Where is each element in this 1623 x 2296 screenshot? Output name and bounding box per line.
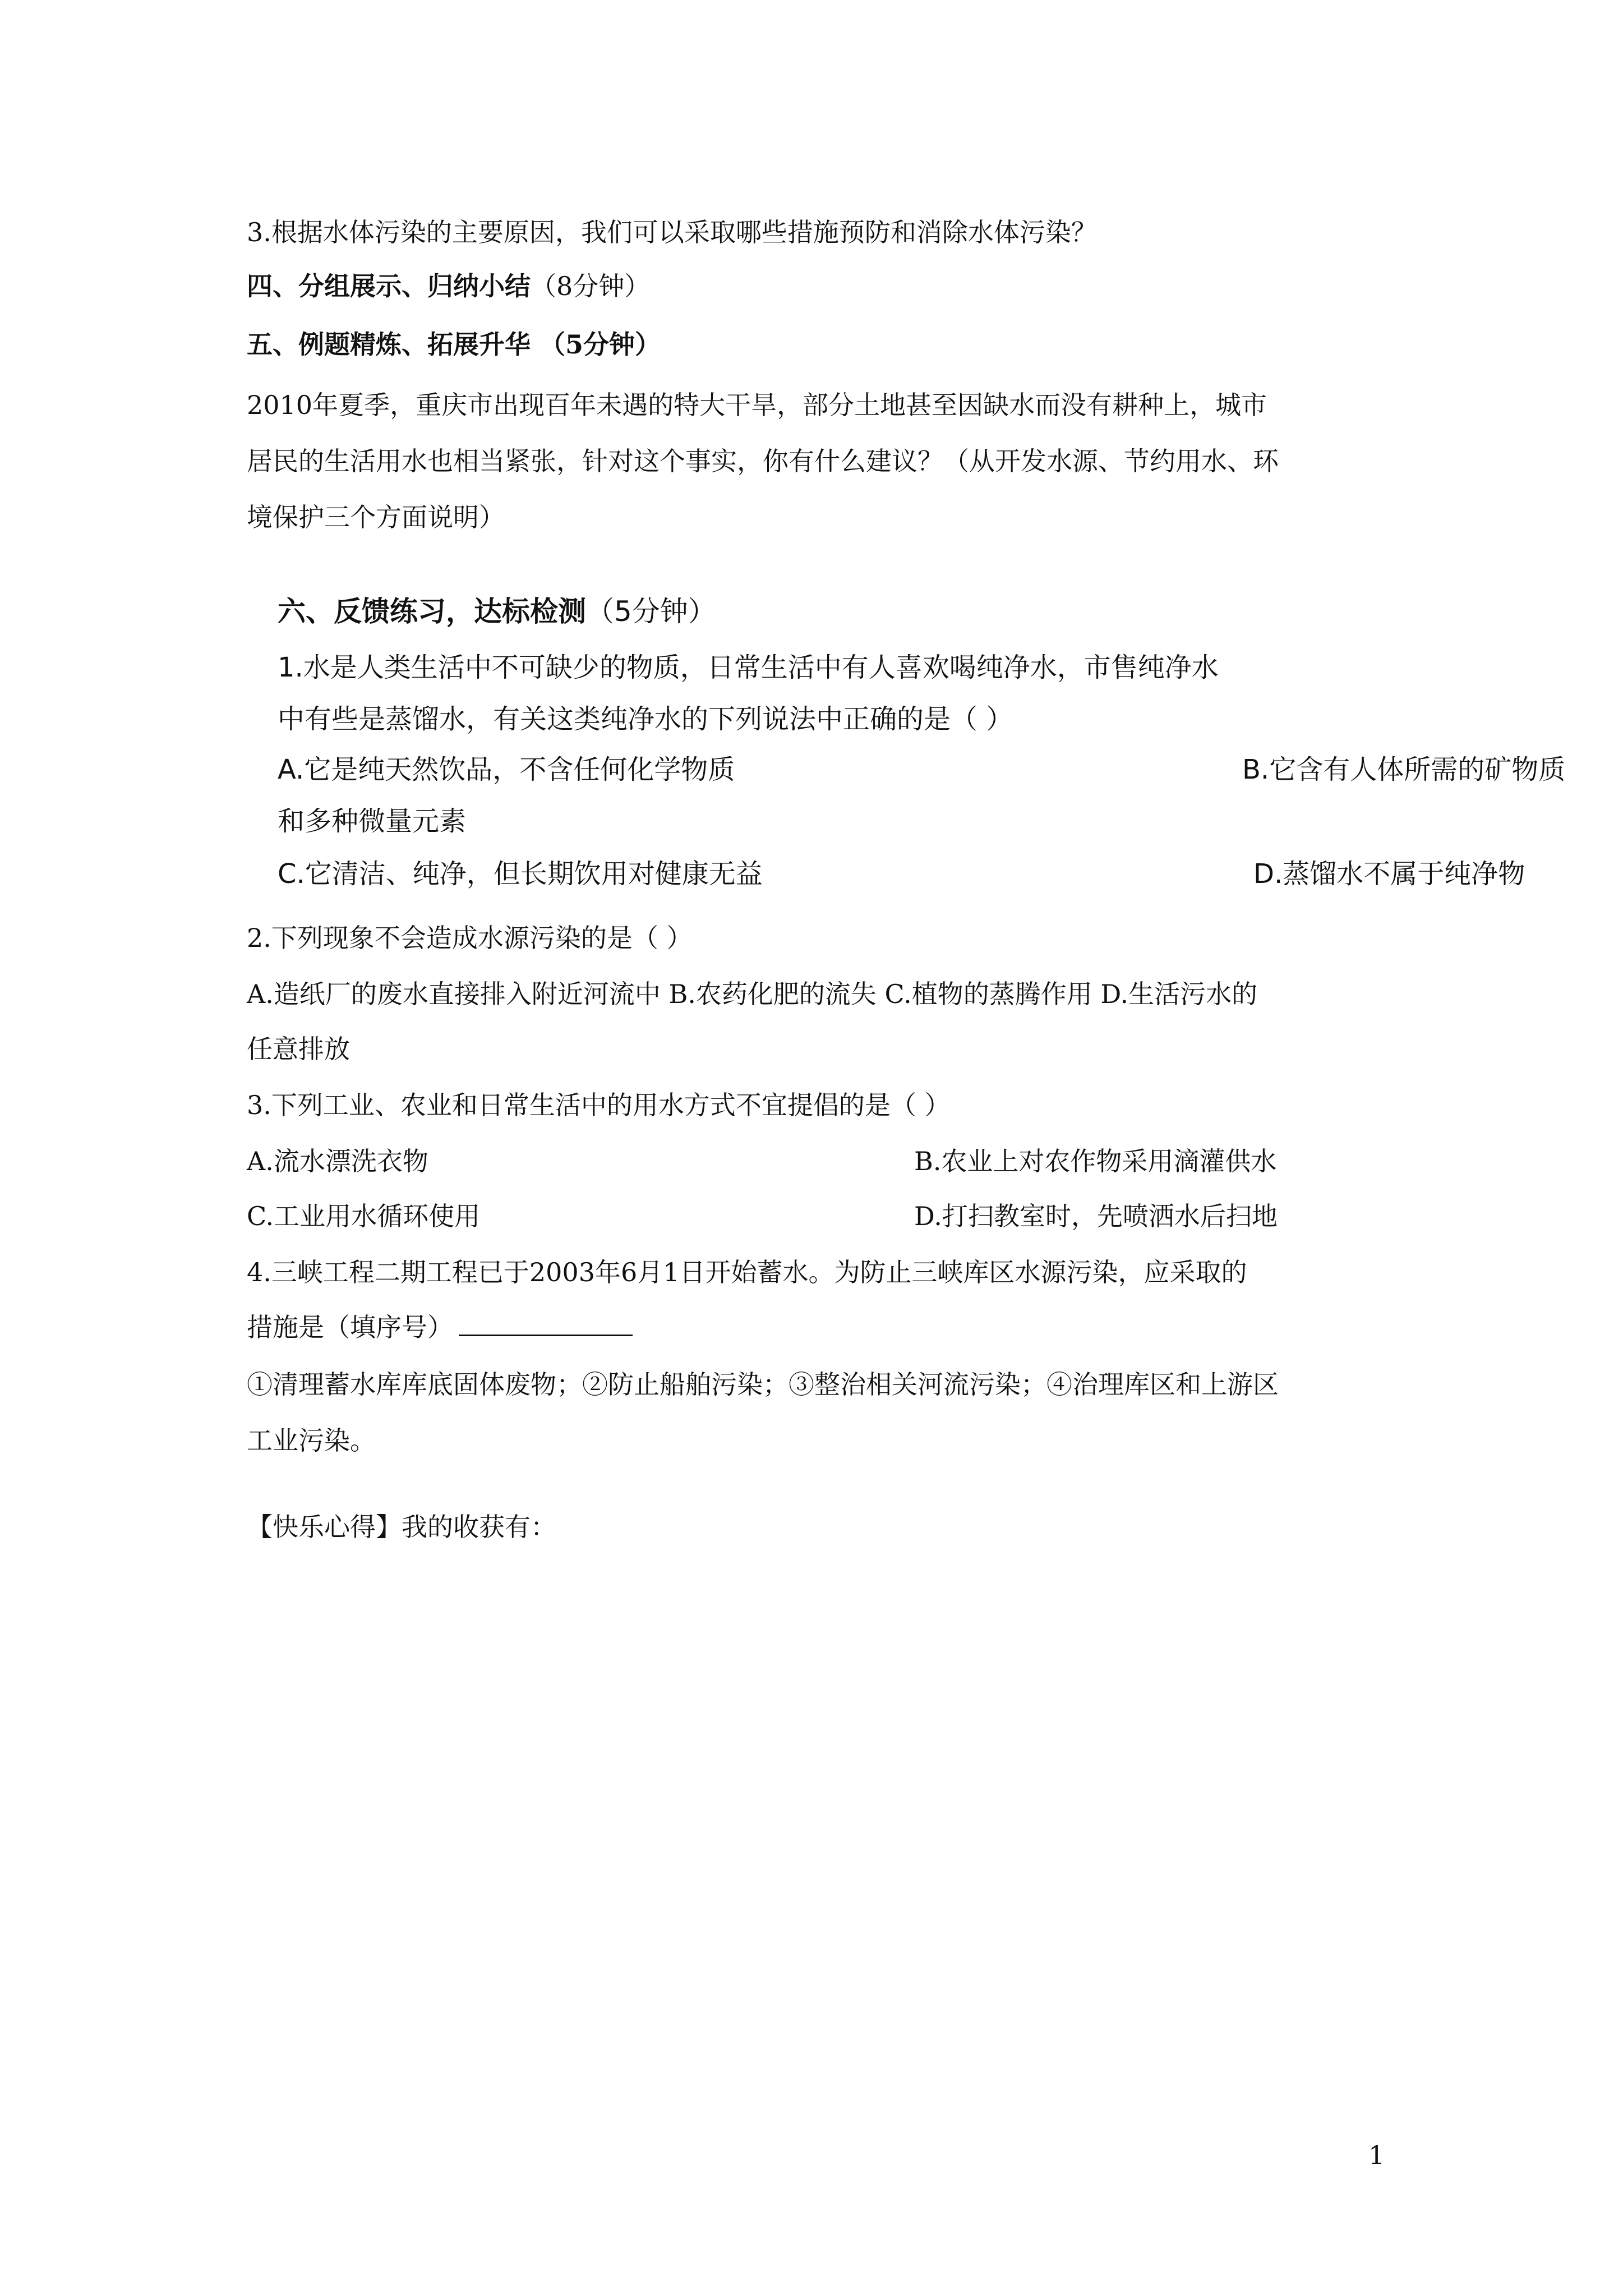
- exercise-1-option-b: B.它含有人体所需的矿物质: [1242, 754, 1566, 785]
- exercise-1-options-ab: [278, 752, 1566, 788]
- exercise-4-stem-2: 措施是（填序号）: [247, 1312, 453, 1342]
- exercise-3-stem: 3.下列工业、农业和日常生活中的用水方式不宜提倡的是（ ）: [247, 1090, 951, 1120]
- example-line-2: 居民的生活用水也相当紧张，针对这个事实，你有什么建议？（从开发水源、节约用水、环: [247, 446, 1279, 476]
- section-4-heading: [247, 268, 650, 304]
- exercise-1-option-d: D.蒸馏水不属于纯净物: [1253, 858, 1525, 890]
- exercise-2-options-1: A.造纸厂的废水直接排入附近河流中 B.农药化肥的流失 C.植物的蒸腾作用 D.生活污水的: [247, 979, 1258, 1009]
- section-6-title: 六、反馈练习，达标检测: [278, 595, 586, 628]
- exercise-1-option-c: C.它清洁、纯净，但长期饮用对健康无益: [278, 858, 763, 890]
- exercise-3-option-a: A.流水漂洗衣物: [247, 1146, 428, 1176]
- closing-reflection: 【快乐心得】我的收获有：: [247, 1512, 556, 1542]
- example-line-3: 境保护三个方面说明）: [247, 502, 505, 532]
- exercise-3-option-b: B.农业上对农作物采用滴灌供水: [914, 1146, 1277, 1176]
- exercise-2-options-2: 任意排放: [247, 1034, 350, 1064]
- exercise-3-option-c: C.工业用水循环使用: [247, 1201, 481, 1231]
- exercise-1-stem-2: 中有些是蒸馏水，有关这类纯净水的下列说法中正确的是（ ）: [278, 703, 1013, 735]
- exercise-3-options-ab: [247, 1143, 1368, 1179]
- exercise-4-measures-1: ①清理蓄水库库底固体废物；②防止船舶污染；③整治相关河流污染；④治理库区和上游区: [247, 1369, 1279, 1400]
- exercise-1-option-b-cont: 和多种微量元素: [278, 806, 467, 837]
- exercise-4-answer-blank[interactable]: [459, 1312, 633, 1336]
- section-4-time: （8分钟）: [531, 271, 651, 301]
- example-line-1: 2010年夏季，重庆市出现百年未遇的特大干旱，部分土地甚至因缺水而没有耕种上，城市: [247, 390, 1267, 420]
- exercise-4-stem-2-row: [247, 1309, 633, 1345]
- section-5-heading: 五、例题精炼、拓展升华 （5分钟）: [247, 329, 661, 360]
- section-4-title: 四、分组展示、归纳小结: [247, 271, 531, 301]
- exercise-1-stem-1: 1.水是人类生活中不可缺少的物质，日常生活中有人喜欢喝纯净水，市售纯净水: [278, 652, 1219, 683]
- exercise-3-options-cd: [247, 1198, 1368, 1234]
- exercise-1-option-a: A.它是纯天然饮品，不含任何化学物质: [278, 754, 735, 785]
- question-3-prevention: 3.根据水体污染的主要原因，我们可以采取哪些措施预防和消除水体污染？: [247, 217, 1097, 247]
- exercise-1-options-cd: [278, 856, 1525, 892]
- section-6-heading: [278, 593, 716, 629]
- exercise-2-stem: 2.下列现象不会造成水源污染的是（ ）: [247, 923, 693, 953]
- exercise-3-option-d: D.打扫教室时，先喷洒水后扫地: [914, 1201, 1278, 1231]
- exercise-4-stem-1: 4.三峡工程二期工程已于2003年6月1日开始蓄水。为防止三峡库区水源污染，应采取的: [247, 1257, 1247, 1287]
- page-number: 1: [1368, 2140, 1385, 2170]
- section-6-time: （5分钟）: [586, 595, 716, 628]
- exercise-4-measures-2: 工业污染。: [247, 1425, 376, 1456]
